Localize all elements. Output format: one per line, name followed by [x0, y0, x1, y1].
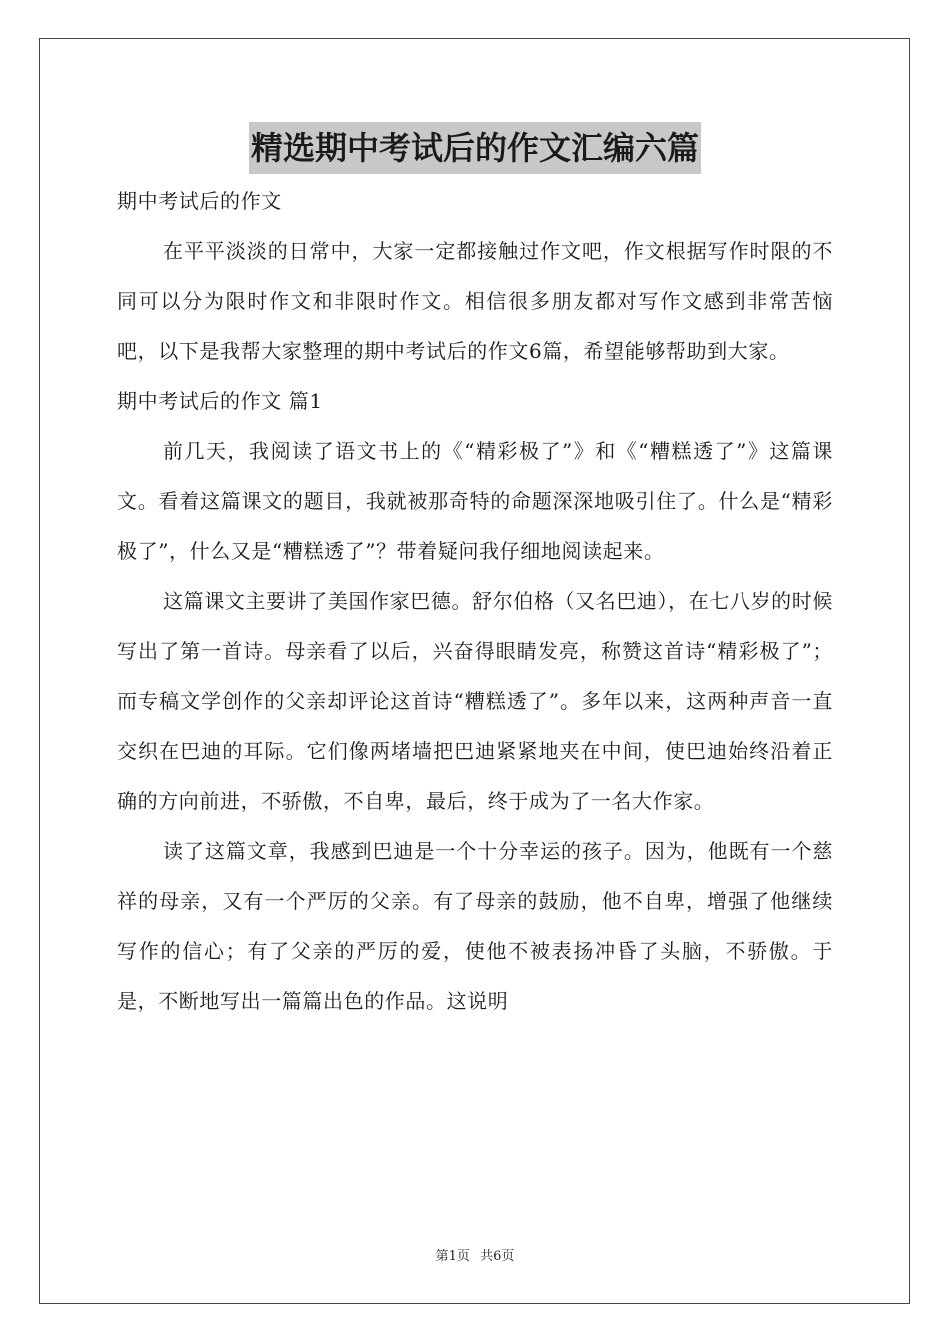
page-footer	[0, 1245, 950, 1264]
document-title: 精选期中考试后的作文汇编六篇	[249, 122, 701, 174]
body-paragraph-1: 前几天，我阅读了语文书上的《“精彩极了”》和《“糟糕透了”》这篇课文。看着这篇课文的题目，我就被那奇特的命题深深地吸引住了。什么是“精彩极了”，什么又是“糟糕透了”？带着疑问我仔细地阅读起来。	[117, 439, 833, 563]
subtitle: 期中考试后的作文	[117, 189, 282, 213]
body-paragraph-2: 这篇课文主要讲了美国作家巴德。舒尔伯格（又名巴迪），在七八岁的时候写出了第一首诗。母亲看了以后，兴奋得眼睛发亮，称赞这首诗“精彩极了”；而专稿文学创作的父亲却评论这首诗“糟糕透了”。多年以来，这两种声音一直交织在巴迪的耳际。它们像两堵墙把巴迪紧紧地夹在中间，使巴迪始终沿着正确的方向前进，不骄傲，不自卑，最后，终于成为了一名大作家。	[117, 589, 833, 813]
page-number: 第1页	[435, 1249, 470, 1264]
section-heading: 期中考试后的作文 篇1	[117, 389, 323, 413]
intro-paragraph: 在平平淡淡的日常中，大家一定都接触过作文吧，作文根据写作时限的不同可以分为限时作文和非限时作文。相信很多朋友都对写作文感到非常苦恼吧，以下是我帮大家整理的期中考试后的作文6篇，希望能够帮助到大家。	[117, 239, 833, 363]
page-total: 共6页	[480, 1249, 515, 1264]
document-body	[117, 176, 833, 1026]
body-paragraph-3: 读了这篇文章，我感到巴迪是一个十分幸运的孩子。因为，他既有一个慈祥的母亲，又有一个严厉的父亲。有了母亲的鼓励，他不自卑，增强了他继续写作的信心；有了父亲的严厉的爱，使他不被表扬冲昏了头脑，不骄傲。于是，不断地写出一篇篇出色的作品。这说明	[117, 839, 833, 1013]
title-container	[0, 122, 950, 174]
